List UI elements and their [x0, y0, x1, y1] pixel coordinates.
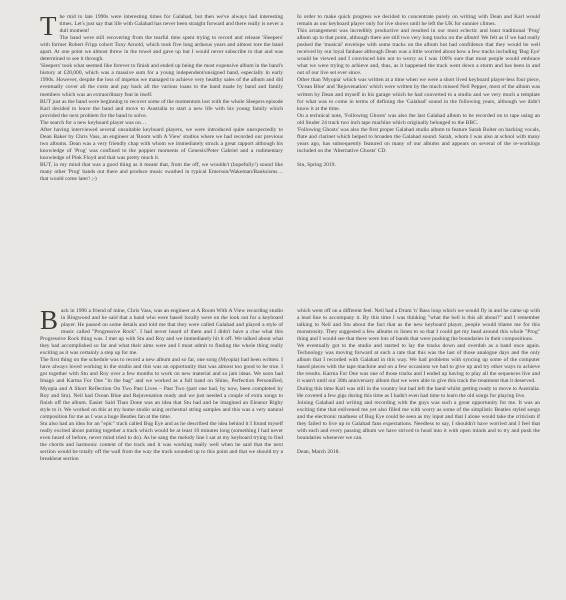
paragraph [40, 357, 283, 420]
paragraph [297, 14, 540, 28]
paragraph-text: 'Sleepers' took what seemed like forever to finish and ended up being the most expensive album in the band's history at £20,000, which was a massive sum for a young independent/unsigned band, especially in early 1990s. However, despite the loss of impetus we managed to achieve very healthy sales of the album and did eventually cover all the costs and pay back all the various loans to the band made by band and family members which was an extraordinary feat in itself. [40, 63, 283, 98]
drop-cap: T [40, 14, 57, 41]
paragraph-text: The band were still recovering from the tearful time spent trying to record and release 'Sleepers' with former Robert Fripp cohort Tony Arnold, which took five long arduous years and almost tore the band apart. At one point we almost threw in the towel and gave up but I would never subscribe to that and was determined to see it through. [40, 35, 283, 63]
stu-notes-section [40, 14, 540, 264]
paragraph-text: The first thing on the schedule was to record a new album and so far, one song (Myopia) had been written. I have always loved working in the studio and this was an opportunity that was almost too good to be true. I got together with Stu and Roy over a few months to work on new material and so jam ideas. We soon had Imago and Karma For One "in the bag" and we worked as a full band on Shine, Perfection Personified, Myopia and A Short Reflection On Two Past Lives – Past Two (part one had, by now, been completed by Roy and Stu). Neil had Ocean Blue and Rejuvenation ready and we just needed a couple of extra songs to finish off the album. Easier Said Than Done was an idea that Stu had and he imagined an Eleanor Rigby style to it. We worked on this at my home studio using orchestral string samples and this was a very natural composition for me as I was a huge Beatles fan at the time. [40, 357, 283, 420]
paragraph-text: BUT, in my mind that was a good thing as it meant that, from the off, we wouldn't (hopefully!) sound like many other 'Prog' bands out there and produce music swathed in typical Emerson/Wakeman/Banksisms… that would come later! ;-) [40, 161, 283, 183]
signature [297, 162, 540, 169]
paragraph [297, 343, 540, 385]
paragraph-text: Stu, Spring 2019. [297, 161, 336, 168]
paragraph-text: Other than 'Myopia' which was written at a time when we were a short lived keyboard player-less four piece, 'Ocean Blue' and 'Rejuvenation' which were written by the much missed Neil Pepper, most of the album was written by Dean and myself in his garage which he had converted to a studio and we very much a template for what was to come in terms of defining the 'Galahad' sound in the following years, although we didn't know it at the time. [297, 77, 540, 112]
text-column-right [297, 308, 540, 593]
paragraph-text: 'Following Ghosts' was also the first proper Galahad studio album to feature Sarah Bolter on backing vocals, flute and clarinet which helped to broaden the Galahad sound. Sarah, whom I was also at school with many years ago, has subsequently featured on many of our albums and appears on several of the re-workings included on the 'Alternative Ghosts' CD. [297, 126, 540, 154]
paragraph [40, 162, 283, 183]
paragraph [40, 14, 283, 41]
paragraph [40, 120, 283, 127]
paragraph-text: ack in 1996 a friend of mine, Chris Vass, was an engineer at A Room With A View recording studio in Ringwood and he said that a band who were based locally were on the look out for a keyboard player. He passed on some details and told me that they were called Galahad and played a style of music called "Progressive Rock". I had never heard of them and I didn't have a clue what this Progressive Rock thing was. I met up with Stu and Roy and we immediately hit it off. We talked about what they had accomplished so far and what their aims were and I must admit to finding the whole thing really exciting as it was certainly a step up for me. [40, 308, 283, 357]
paragraph-text: The search for a new keyboard player was on… [40, 119, 147, 126]
paragraph-text: In order to make quick progress we decided to concentrate purely on writing with Dean and Karl would remain as our keyboard player only for live shows until he left the UK for sunnier climes. [297, 14, 540, 28]
paragraph [297, 386, 540, 400]
paragraph-text: Dean, March 2018. [297, 448, 340, 455]
paragraph [40, 35, 283, 63]
paragraph [297, 127, 540, 155]
paragraph-text: Joining Galahad and writing and recording with the guys was such a great opportunity for me. It was an exciting time that enlivened me yet also filled me with worry as some of the simplistic Beatles styled songs and the electronic madness of Bug Eye could be seen as my input and that I alone would take the criticism if they failed to live up to Galahad fans expectations. Needless to say, I shouldn't have worried and I feel that with each and every passing album we have strived to head into it with open minds and to try and push the boundaries whenever we can. [297, 399, 540, 441]
text-column-left [40, 308, 283, 593]
text-column-right [297, 14, 540, 264]
paragraph-text: We eventually got to the studio and started to lay the tracks down and overdub as a band once again. Technology was moving forward at such a rate that this was the last of those analogue days and the only album that I recorded with Galahad in this way. We had problems with syncing up some of the computer based pieces with the tape machine and on a few occasions we had to give up and try other ways to achieve the results. Karma For One was one of those tracks and I ended up having to play all the sequences live and it wasn't until our 30th anniversary album that we were able to give this track the treatment that it deserved. [297, 343, 540, 385]
paragraph [40, 127, 283, 162]
paragraph-text: BUT just as the band were beginning to recover some of the momentum lost with the whole Sleepers episode Karl decided to leave the band and move to Australia to start a new life with his young family which provided the next problem for the band to solve. [40, 98, 283, 119]
paragraph-text: which went off on a different feel. Neil had a Drum 'n' Bass loop which we would fly in and he came up with a lead line to accompany it. By this time I was thinking "what the hell is this all about?" and I remember talking to Neil and Stu about the fact that as the new keyboard player, people would blame me for this monstrosity. They suggested a few albums to listen to so that I could get my head around this whole "Prog" thing and I would see that there were lots of bands that were pushing the boundaries in their compositions. [297, 308, 540, 343]
paragraph [40, 63, 283, 98]
paragraph-text: After having interviewed several unsuitable keyboard players, we were introduced quite unexpectedly to Dean Baker by Chris Vass, an engineer at 'Room with A View' studios where we had recorded our previous two albums. Dean was a very friendly chap with whom we immediately struck a great rapport although his knowledge of 'Prog' was confined to the poppier moments of Genesis/Peter Gabriel and a rudimentary knowledge of Pink Floyd and that was pretty much it. [40, 126, 283, 161]
paragraph [297, 113, 540, 127]
paragraph-text: Stu also had an idea for an "epic" track called Bug Eye and as he described the idea behind it I found myself really excited about putting together a track which would be at least 10 minutes long (something I had never even heard of before, never mind tried to do). As he sang the melody line I sat at my keyboard trying to find the chords and harmonic content of the track and it was working really well when he said that the next section would be totally off the wall from the way the track sounded up to this point and that we should try a breakbeat section [40, 420, 283, 462]
paragraph [297, 28, 540, 77]
paragraph [297, 308, 540, 343]
paragraph [40, 308, 283, 357]
paragraph [297, 400, 540, 442]
paragraph [297, 77, 540, 112]
drop-cap: B [40, 308, 59, 335]
text-column-left [40, 14, 283, 264]
paragraph [40, 99, 283, 120]
dean-notes-section [40, 308, 540, 593]
paragraph-text: he mid to late 1990s were interesting times for Galahad, but then we've always had interesting times. Let's just say that life with Galahad has never been straight forward and there really is never a dull moment! [59, 14, 283, 35]
signature [297, 449, 540, 456]
paragraph-text: During this time Karl was still in the country but had left the band whilst getting ready to move to Australia. He covered a few gigs during this time as I hadn't even had time to learn the old songs for playing live. [297, 385, 540, 399]
paragraph-text: On a technical note, 'Following Ghosts' was also the last Galahad album to be recorded on to tape using an old Studer 24 track two inch tape machine which originally belonged to the BBC. [297, 112, 540, 126]
paragraph-text: This arrangement was incredibly productive and resulted in our most eclectic and least traditional 'Prog' album up to that point, although there are still two very long tracks on the album! We felt as if we had really pushed the 'musical' envelope with some tracks on the album but had confidence that they would be well received by our loyal fanbase although Dean was a little worried about how a few tracks including 'Bug Eye' would be viewed and I convinced him not to worry as I was 100% sure that most people would embrace what we were trying to achieve and, thus, as it happened the track went down a storm and has been in and out of our live set ever since. [297, 28, 540, 77]
paragraph [40, 421, 283, 463]
